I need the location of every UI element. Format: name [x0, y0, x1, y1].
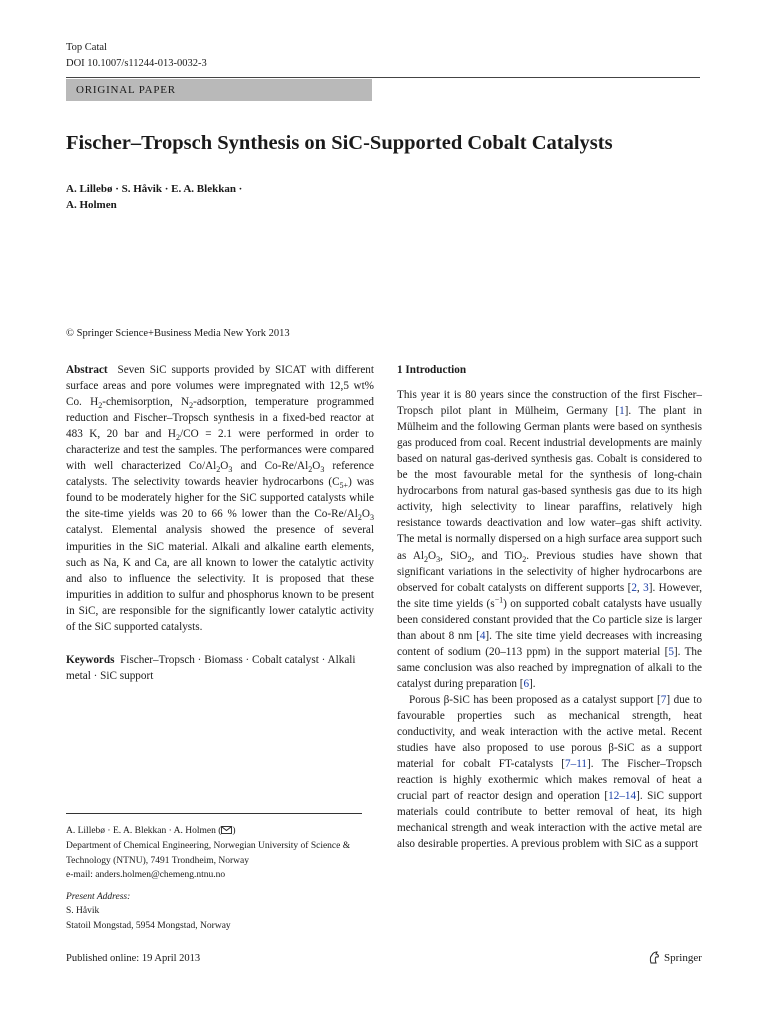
- right-column: [397, 362, 702, 852]
- abstract-label: Abstract: [66, 364, 108, 376]
- footnote-authors: A. Lillebø · E. A. Blekkan · A. Holmen ( ): [66, 824, 374, 839]
- intro-paragraph-2: Porous β-SiC has been proposed as a catalyst support [7] due to favourable properties such as mechanical strength, heat conductivity, and weak interaction with the active metal. Recent studies have also proposed to use porous β-SiC as a support material for cobalt FT-catalysts [7–11]. The Fischer–Tropsch reaction is highly exothermic which makes removal of heat a crucial part of reactor design and operation [12–14]. SiC support materials could contribute to better removal of heat, its high mechanical strength and weak interaction with the active metal are also desirable properties. A previous problem with SiC as a support: [397, 693, 703, 851]
- citation-link[interactable]: 7–11: [565, 758, 587, 771]
- footnote-email[interactable]: e-mail: anders.holmen@chemeng.ntnu.no: [66, 869, 226, 880]
- keywords: [66, 652, 374, 684]
- citation-link[interactable]: 2: [631, 581, 637, 594]
- springer-horse-icon: [648, 951, 660, 964]
- citation-link[interactable]: 5: [668, 645, 674, 658]
- citation-link[interactable]: 7: [660, 693, 667, 706]
- journal-name: Top Catal: [66, 42, 107, 53]
- left-column: [66, 362, 374, 684]
- paper-type-band: ORIGINAL PAPER: [66, 79, 372, 101]
- footnote-department: Department of Chemical Engineering, Norwegian University of Science & Technology (NTNU), 7491 Trondheim, Norway: [66, 841, 351, 866]
- present-address: Statoil Mongstad, 5954 Mongstad, Norway: [66, 920, 231, 931]
- footnote-rule: [66, 813, 362, 814]
- journal-header: [66, 40, 207, 72]
- author-line-1: A. Lillebø · S. Håvik · E. A. Blekkan ·: [66, 183, 243, 195]
- citation-link[interactable]: 1: [619, 405, 625, 418]
- citation-link[interactable]: 3: [643, 581, 649, 594]
- citation-link[interactable]: 4: [479, 629, 486, 642]
- present-address-label: Present Address:: [66, 892, 131, 903]
- doi[interactable]: DOI 10.1007/s11244-013-0032-3: [66, 58, 207, 69]
- copyright-notice: © Springer Science+Business Media New York 2013: [66, 328, 290, 339]
- author-line-2: A. Holmen: [66, 199, 117, 211]
- publisher-name: Springer: [664, 951, 702, 964]
- published-date: Published online: 19 April 2013: [66, 953, 201, 964]
- abstract: Abstract Seven SiC supports provided by SICAT with different surface areas and pore volumes were impregnated with 12,5 wt% Co. $H_2$-chemisorption, $N_2$-adsorption, temperature programmed reduction and Fischer–Tropsch synthesis in a fixed-bed reactor at 483 K, 20 bar and $H_2/CO = 2.1$ were performed in order to characterize and test the samples. The performances were compared with well characterized $Co/Al_2O_3$ and $Co-Re/Al_2O_3$ reference catalysts. The selectivity towards heavier hydrocarbons $(C_{5+})$ was found to be moderately higher for the SiC supported catalysts while the site-time yields was 20 to 66 % lower than the $Co-Re/Al_2O_3$ catalyst. Elemental analysis showed the presence of several impurities in the SiC material. Alkali and alkaline earth elements, such as Na, K and Ca, are all known to lower the catalytic activity and also to influence the selectivity. It is proposed that these impurities in addition to sulfur and phosphorus known to be present in SiC, are responsible for the significantly lower catalytic activity of the SiC supported catalysts.: [66, 364, 374, 633]
- paper-title: Fischer–Tropsch Synthesis on SiC-Supported Cobalt Catalysts: [66, 132, 613, 154]
- keywords-label: Keywords: [66, 653, 115, 666]
- envelope-icon[interactable]: [221, 825, 232, 839]
- present-address-name: S. Håvik: [66, 906, 100, 917]
- citation-link[interactable]: 12–14: [608, 790, 637, 803]
- author-list: [66, 181, 242, 213]
- header-rule: [66, 77, 700, 78]
- citation-link[interactable]: 6: [523, 677, 530, 690]
- section-heading-introduction: 1 Introduction: [397, 364, 467, 376]
- keywords-text: Fischer–Tropsch · Biomass · Cobalt catalyst · Alkali metal · SiC support: [66, 653, 356, 682]
- publisher-logo: [648, 951, 702, 964]
- intro-paragraph-1: This year it is 80 years since the construction of the first Fischer–Tropsch pilot plant in Mülheim, Germany [1]. The plant in Mülheim and the following German plants were based on synthesis gas produced from coal. Recent industrial developments are mainly based on natural gas-derived synthesis gas. Cobalt is considered to be the most favourable metal for the synthesis of long-chain hydrocarbons from natural gas-based synthesis gas due to its high activity, high selectivity to linear paraffins, relatively high resistance towards deactivation and low water–gas shift activity. The metal is normally dispersed on a high surface area support such as $Al_2O_3$, SiO$_2$, and TiO$_2$. Previous studies have shown that significant variations in the selectivity of higher hydrocarbons are observed for cobalt catalysts on different supports [2, 3]. However, the site time yields $(s^{-1})$ on supported cobalt catalysts have usually been considered constant provided that the Co particle size is larger than about 8 nm [4]. The site time yield decreases with increasing content of sodium (20–113 ppm) in the support material [5]. The same conclusion was also reached by impregnation of alkali to the catalyst during preparation [6].: [397, 389, 703, 690]
- author-footnote: [66, 824, 374, 933]
